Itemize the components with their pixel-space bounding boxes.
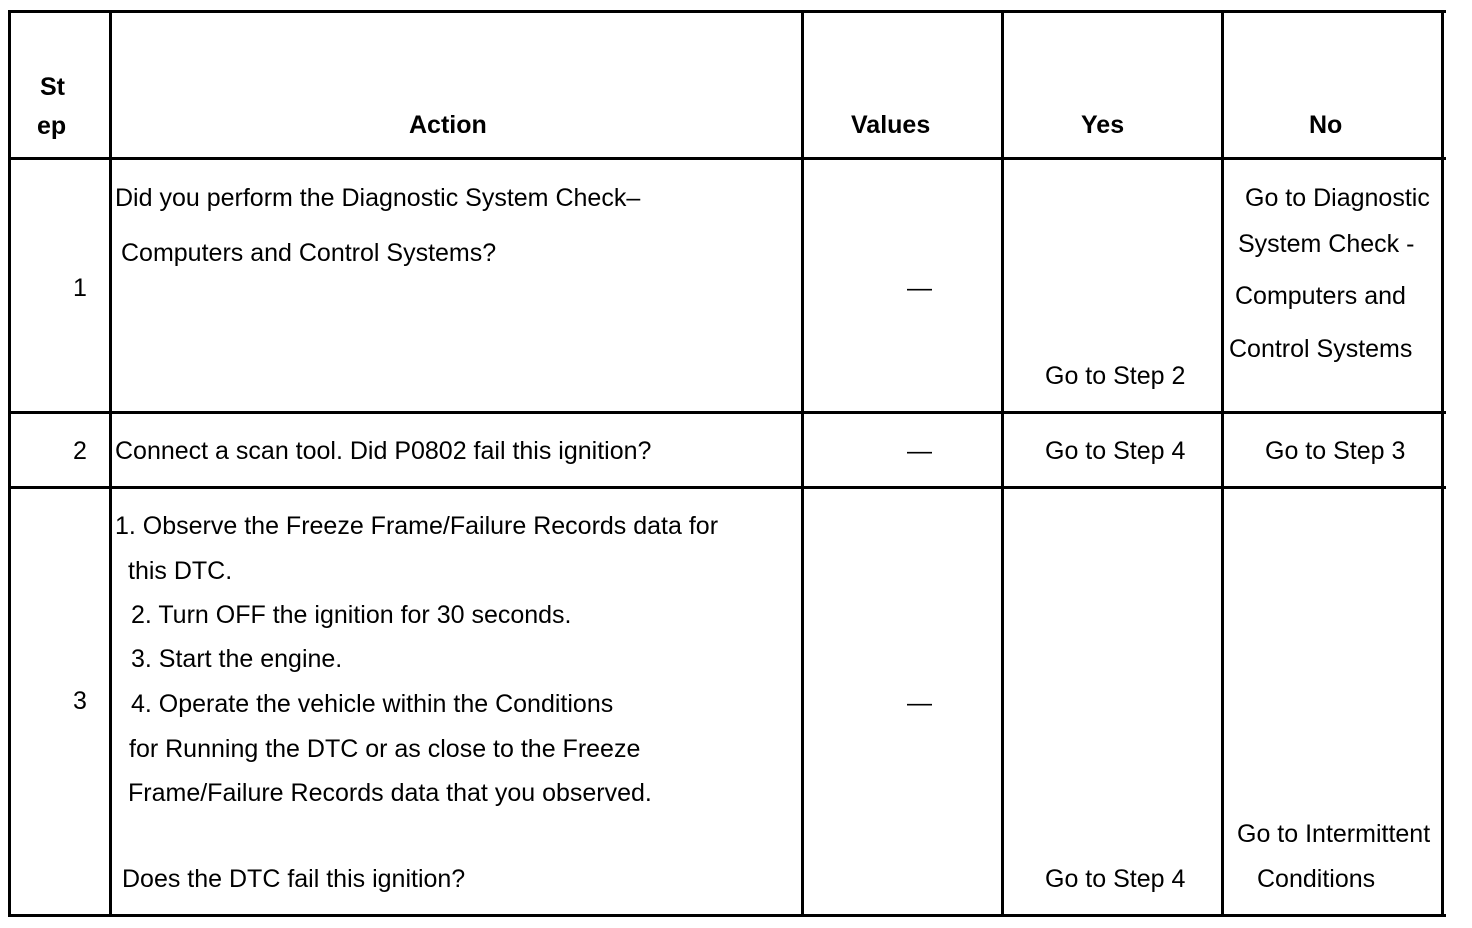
no-cell-line: Go to Intermittent (1237, 820, 1431, 848)
step-number: 1 (73, 274, 87, 302)
no-cell-line: Go to Diagnostic (1245, 184, 1430, 212)
action-text-line: Frame/Failure Records data that you observed. (128, 779, 652, 807)
header-yes: Yes (1081, 111, 1125, 139)
action-text-line: 2. Turn OFF the ignition for 30 seconds. (131, 601, 572, 629)
col-divider-yes (1221, 10, 1224, 917)
action-text-line: Did you perform the Diagnostic System Check– (115, 184, 641, 212)
action-text-line: 3. Start the engine. (131, 645, 343, 673)
action-text-line: 4. Operate the vehicle within the Conditions (131, 690, 614, 718)
no-column (1225, 160, 1444, 915)
table-border-left (8, 10, 11, 917)
header-no: No (1309, 111, 1343, 139)
header-values: Values (851, 111, 931, 139)
col-divider-values (1001, 10, 1004, 917)
col-divider-action (801, 10, 804, 917)
header-step-part2: ep (37, 112, 67, 140)
header-action: Action (409, 111, 487, 139)
col-divider-step (109, 10, 112, 917)
yes-cell: Go to Step 4 (1045, 865, 1186, 893)
step-number: 3 (73, 687, 87, 715)
values-cell: — (907, 689, 932, 717)
action-question: Does the DTC fail this ignition? (122, 865, 466, 893)
values-cell: — (907, 437, 932, 465)
header-step-part1: St (40, 73, 65, 101)
action-text-line: Computers and Control Systems? (121, 239, 497, 267)
action-text-line: 1. Observe the Freeze Frame/Failure Records data for (115, 512, 719, 540)
action-text-line: Connect a scan tool. Did P0802 fail this ignition? (115, 437, 652, 465)
no-cell-line: System Check - (1238, 230, 1415, 258)
yes-cell: Go to Step 2 (1045, 362, 1186, 390)
no-cell-line: Computers and (1235, 282, 1406, 310)
no-cell-line: Conditions (1257, 865, 1376, 893)
action-text-line: for Running the DTC or as close to the Freeze (129, 735, 641, 763)
action-text-line: this DTC. (128, 557, 233, 585)
yes-cell: Go to Step 4 (1045, 437, 1186, 465)
no-cell-line: Go to Step 3 (1265, 437, 1406, 465)
values-cell: — (907, 274, 932, 302)
no-cell-line: Control Systems (1229, 335, 1413, 363)
table-border-top (8, 10, 1446, 13)
step-number: 2 (73, 437, 87, 465)
